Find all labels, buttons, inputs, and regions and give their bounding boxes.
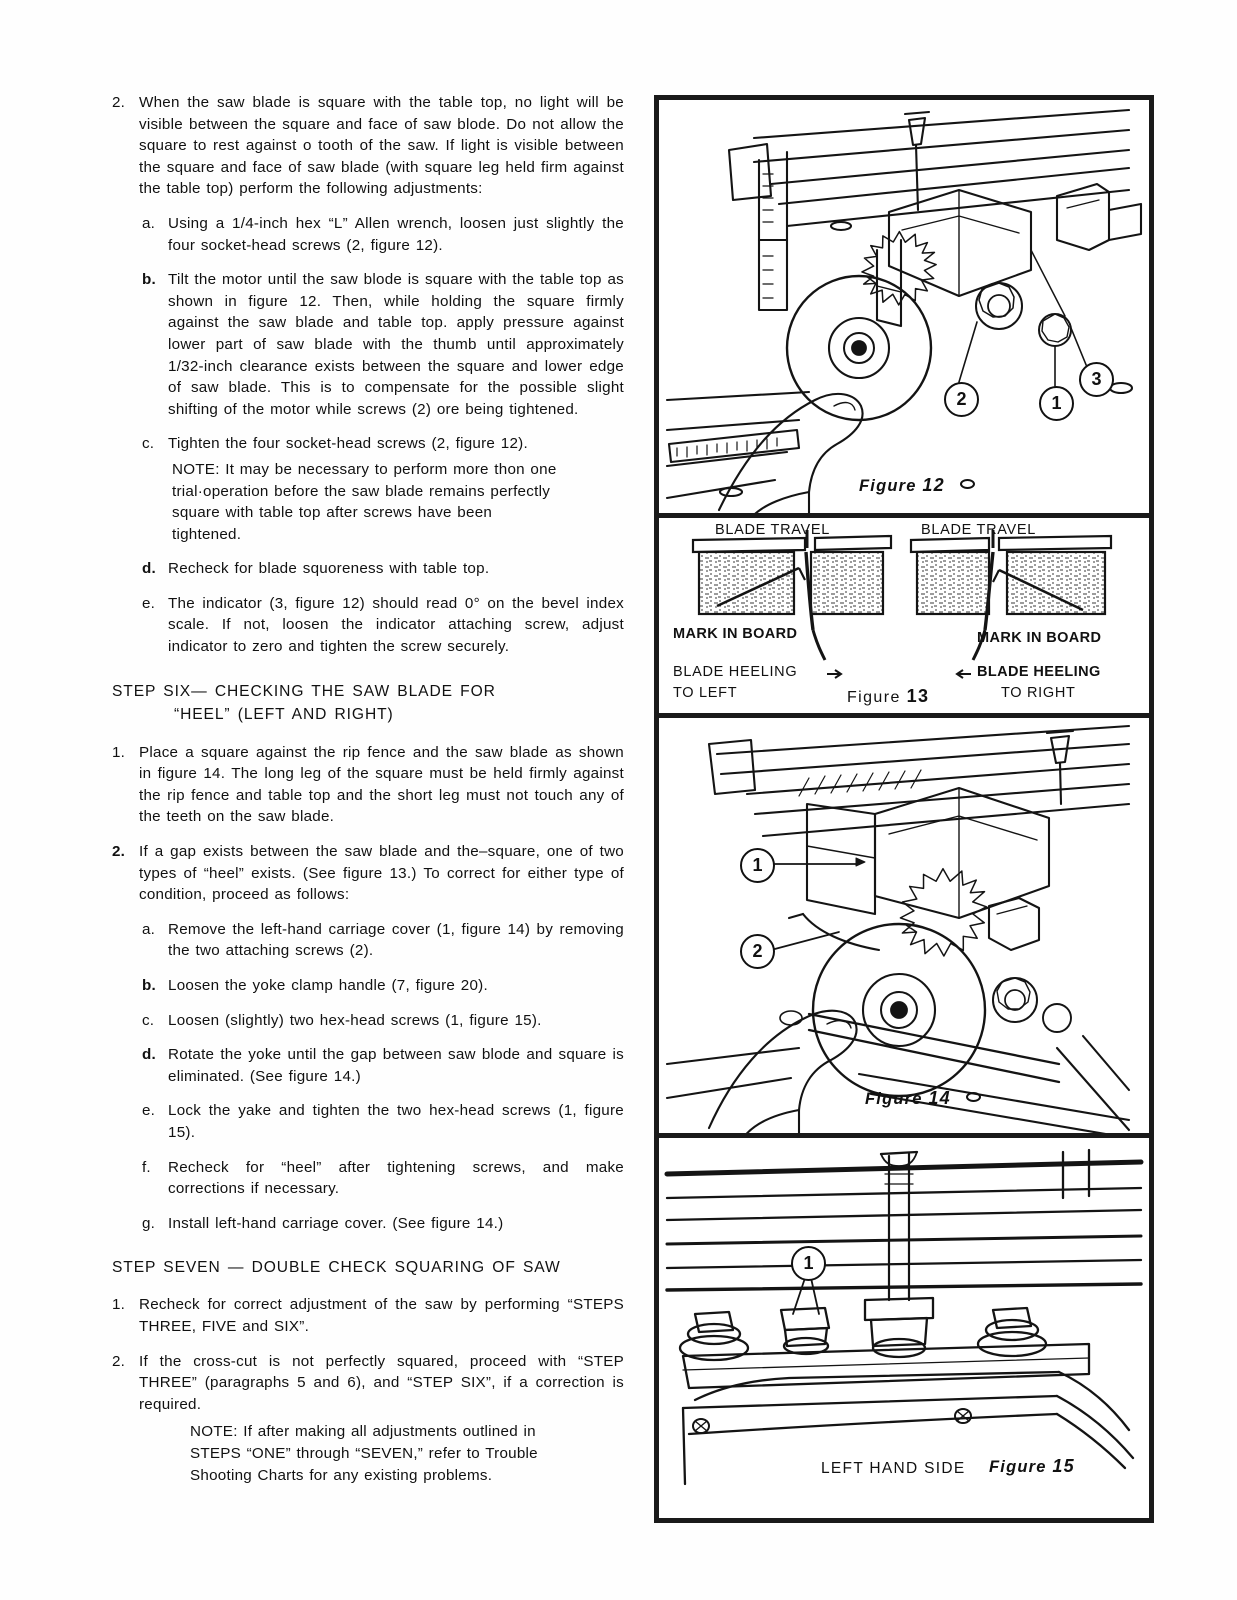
figure-13-heeling-right-line2: TO RIGHT [1001, 685, 1076, 701]
list-text: Place a square against the rip fence and the saw blade as shown in figure 14. The long leg of the square must be held firmly against the rip fence and table top and the short leg must not touch any of the teeth on the saw blade. [139, 743, 624, 826]
figure-12-callout-2: 2 [944, 382, 979, 417]
figure-12-callout-3: 3 [1079, 362, 1114, 397]
list-text: Recheck for “heel” after tightening screws, and make corrections if necessary. [168, 1158, 624, 1198]
list-marker: c. [142, 1011, 155, 1029]
list-marker: 2. [112, 1352, 126, 1370]
list-text: Remove the left-hand carriage cover (1, figure 14) by removing the two attaching screws (2). [168, 920, 624, 960]
list-text: Recheck for correct adjustment of the saw by performing “STEPS THREE, FIVE and SIX”. [139, 1296, 624, 1335]
figure-15-caption-number: 15 [1052, 1456, 1075, 1476]
step-six-heading-line2: “HEEL” (LEFT AND RIGHT) [174, 705, 394, 723]
list-marker: g. [142, 1214, 156, 1232]
list-text: If a gap exists between the saw blade and the–square, one of two types of “heel” exists. (See figure 13.) To correct for either type of condition, proceed as follows: [139, 843, 624, 904]
figure-13-blade-travel-left: BLADE TRAVEL [715, 522, 831, 538]
figure-13-blade-travel-right: BLADE TRAVEL [921, 522, 1037, 538]
figure-12-caption-word: Figure [859, 477, 917, 495]
caption-dot-icon [966, 1092, 981, 1102]
list-marker: e. [142, 594, 156, 612]
list-marker: e. [142, 1102, 156, 1120]
list-text: Rotate the yoke until the gap between saw blode and square is eliminated. (See figure 14.) [168, 1046, 624, 1085]
list-text: Tighten the four socket-head screws (2, figure 12). [168, 435, 528, 453]
list-text: If the cross-cut is not perfectly squared, proceed with “STEP THREE” (paragraphs 5 and 6), and “STEP SIX”, if a correction is required. [139, 1352, 624, 1413]
list-text: Install left-hand carriage cover. (See figure 14.) [168, 1214, 504, 1232]
list-item [142, 1100, 624, 1143]
list-item [112, 92, 624, 200]
list-item [142, 558, 624, 580]
figure-12-panel [659, 100, 1149, 518]
step-seven-heading: STEP SEVEN — DOUBLE CHECK SQUARING OF SAW [112, 1259, 561, 1277]
figure-12-illustration [659, 100, 1149, 518]
list-text: When the saw blade is square with the table top, no light will be visible between the square and face of saw blode. Do not allow the square to rest against o tooth of the saw. If light is visible between the square and face of saw blade (with square leg held firm against the table top) perform the following adjustments: [139, 94, 624, 198]
figure-13-caption-number: 13 [906, 686, 930, 706]
figure-15-callout-1: 1 [791, 1246, 826, 1281]
list-text: Loosen the yoke clamp handle (7, figure 20). [168, 977, 488, 994]
figure-13-heeling-left-line2: TO LEFT [673, 685, 738, 701]
list-text: Recheck for blade squoreness with table top. [168, 560, 490, 578]
text-column [112, 92, 624, 1499]
note-block: NOTE: If after making all adjustments outlined in STEPS “ONE” through “SEVEN,” refer to Trouble Shooting Charts for any existing problems. [190, 1423, 538, 1484]
figure-14-panel [659, 718, 1149, 1138]
list-item [112, 841, 624, 906]
figure-13-heeling-right-line1: BLADE HEELING [977, 664, 1101, 680]
list-item [142, 1213, 624, 1235]
list-text: The indicator (3, figure 12) should read 0° on the bevel index scale. If not, loosen the indicator attaching screw, adjust indicator to zero and tighten the screw securely. [168, 594, 624, 656]
list-marker: d. [142, 560, 156, 578]
list-text: Tilt the motor until the saw blode is square with the table top as shown in figure 12. Then, while holding the square firmly against the saw blade and table top. apply pressure against lower part of saw blade with the thumb until approximately 1/32-inch clearance exists between the square and lower edge of saw blade. This is to compensate for the possible slight shifting of the motor while screws (2) ore being tightened. [168, 271, 624, 418]
figure-14-callout-2: 2 [740, 934, 775, 969]
list-marker: b. [142, 977, 156, 994]
figure-13-panel [659, 518, 1149, 718]
list-marker: 1. [112, 1296, 126, 1314]
list-marker: f. [142, 1158, 151, 1176]
figure-14-caption-word: Figure [865, 1090, 923, 1108]
list-marker: a. [142, 214, 156, 232]
figure-14-caption-number: 14 [928, 1088, 951, 1108]
figure-12-caption-number: 12 [922, 475, 945, 495]
figure-13-heeling-left-line1: BLADE HEELING [673, 664, 798, 680]
figure-13-caption-word: Figure [847, 689, 901, 706]
list-item [142, 975, 624, 997]
list-marker: 1. [112, 743, 126, 761]
list-item [142, 1010, 624, 1032]
list-item [112, 1351, 624, 1416]
figure-14-caption [865, 1088, 981, 1109]
list-item [142, 593, 624, 658]
list-item [142, 213, 624, 256]
figure-15-panel [659, 1138, 1149, 1518]
step-six-heading [112, 680, 624, 726]
list-item [112, 742, 624, 828]
figure-column [654, 95, 1154, 1523]
list-marker: b. [142, 271, 156, 289]
figure-13-mark-in-board-left: MARK IN BOARD [673, 626, 798, 642]
list-marker: 2. [112, 843, 126, 861]
figure-12-caption [859, 475, 975, 496]
figure-15-caption-word: Figure [989, 1458, 1047, 1476]
list-item [142, 1157, 624, 1200]
list-text: Lock the yake and tighten the two hex-head screws (1, figure 15). [168, 1102, 624, 1141]
list-item [142, 919, 624, 962]
figure-14-callout-1: 1 [740, 848, 775, 883]
list-marker: d. [142, 1046, 156, 1064]
figure-13-mark-in-board-right: MARK IN BOARD [977, 630, 1102, 646]
figure-15-side-label: LEFT HAND SIDE [821, 1460, 966, 1477]
figure-13-caption [847, 686, 929, 707]
list-item [142, 433, 624, 455]
list-text: Loosen (slightly) two hex-head screws (1, figure 15). [168, 1011, 542, 1029]
list-item [142, 1044, 624, 1087]
list-text: Using a 1/4-inch hex “L” Allen wrench, loosen just slightly the four socket-head screws (2, figure 12). [168, 214, 624, 254]
list-marker: 2. [112, 94, 126, 111]
list-marker: a. [142, 920, 156, 938]
list-item [112, 1294, 624, 1337]
figure-15-caption [989, 1456, 1075, 1477]
figure-14-illustration [659, 718, 1149, 1138]
list-marker: c. [142, 435, 155, 453]
list-item [142, 269, 624, 420]
step-six-heading-line1: STEP SIX— CHECKING THE SAW BLADE FOR [112, 682, 496, 700]
figure-12-callout-1: 1 [1039, 386, 1074, 421]
caption-dot-icon [960, 479, 975, 489]
note-block: NOTE: It may be necessary to perform more thon one trial·operation before the saw blade remains perfectly square with table top after screws have been tightened. [172, 460, 557, 543]
